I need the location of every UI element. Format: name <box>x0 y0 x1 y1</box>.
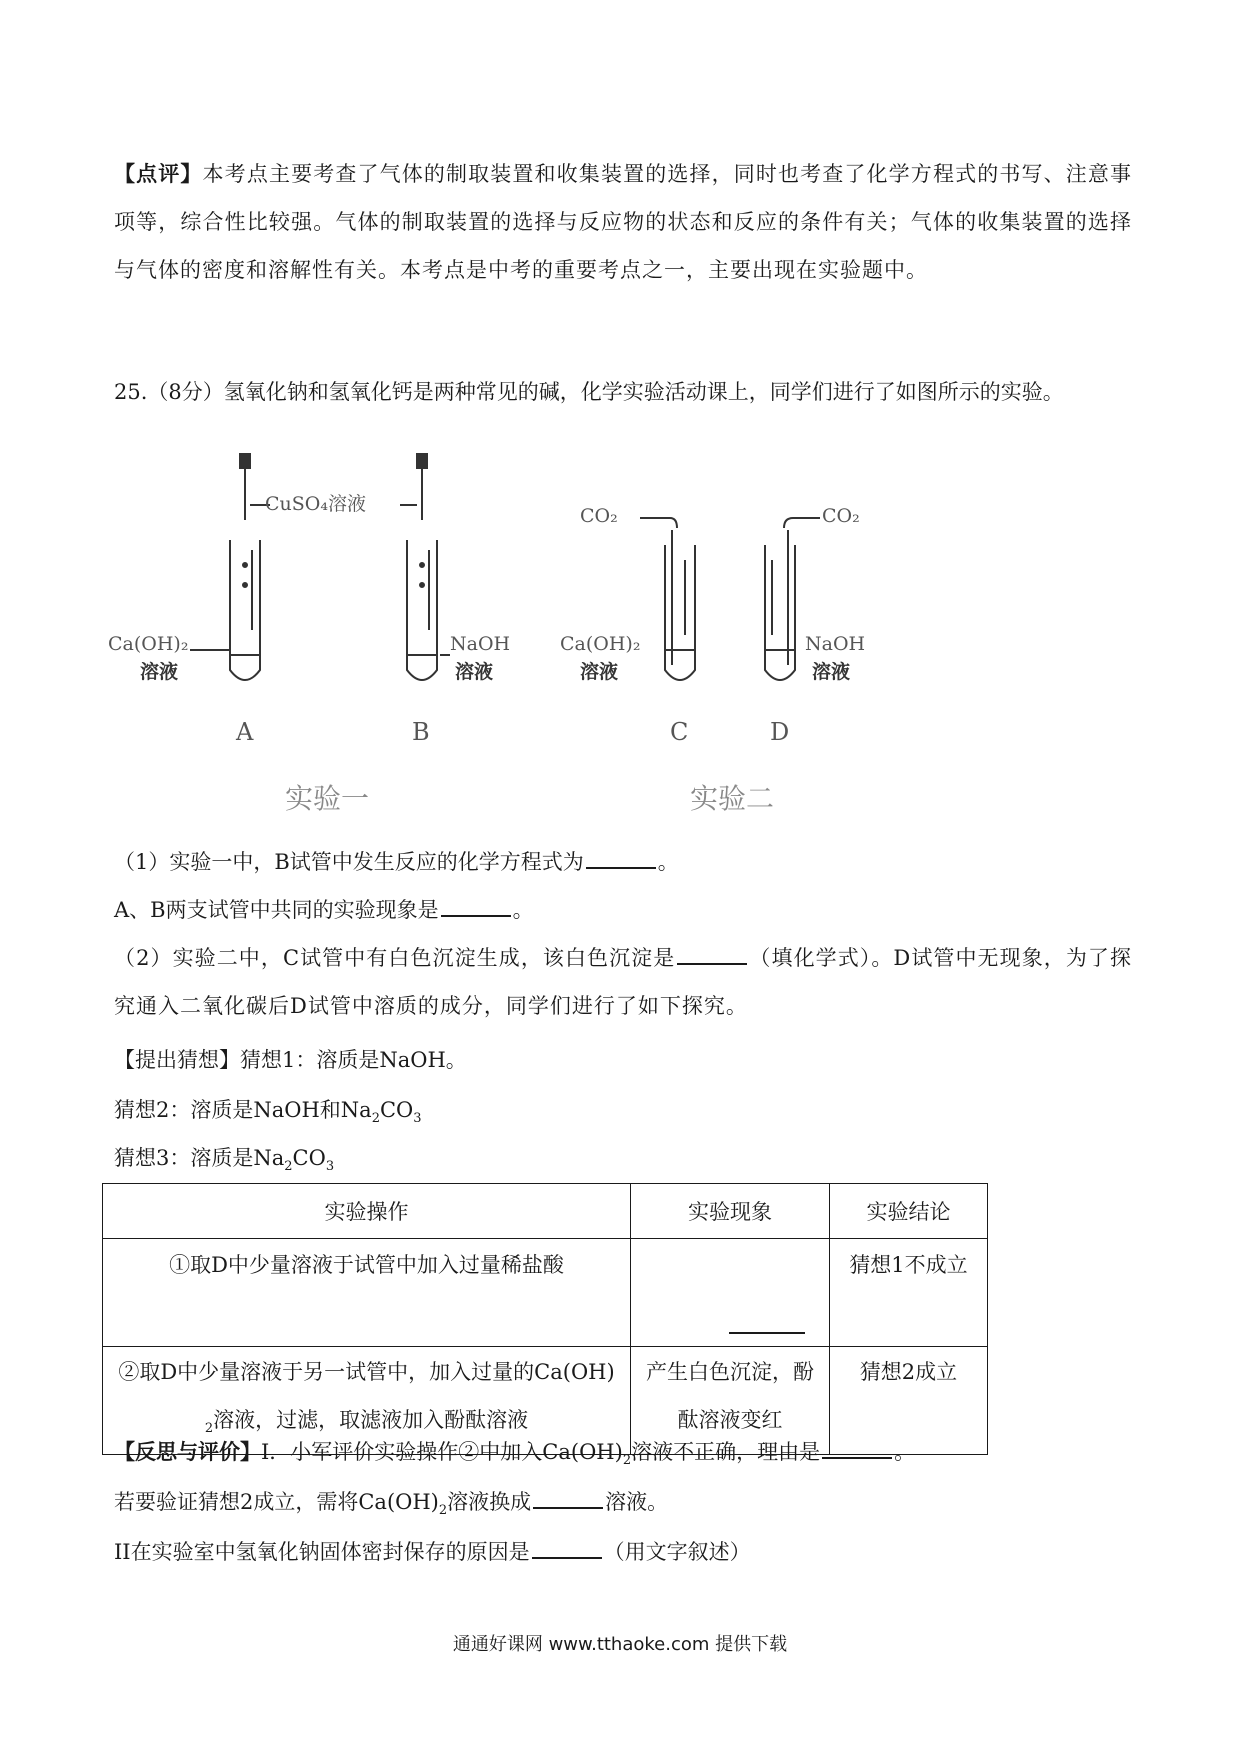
row2-operation-line1: ②取D中少量溶液于另一试管中，加入过量的Ca(OH) <box>118 1360 615 1384</box>
test-tube-d <box>765 518 820 680</box>
guess-1-text: 猜想1：溶质是NaOH。 <box>240 1048 467 1072</box>
reflection-line3-text: II在实验室中氢氧化钠固体密封保存的原因是 <box>114 1540 530 1564</box>
co2-label-d: CO₂ <box>822 505 860 527</box>
table-header-row <box>103 1184 988 1239</box>
q2-paragraph <box>114 934 1132 1030</box>
answer-blank <box>533 1487 603 1509</box>
subscript: 2 <box>284 1159 293 1175</box>
experiment-one-label: 实验一 <box>285 782 370 815</box>
answer-blank <box>532 1537 602 1559</box>
ca-label-c-2: 溶液 <box>580 661 619 683</box>
answer-blank <box>586 847 656 869</box>
reflection-line1-end: 。 <box>894 1440 916 1464</box>
row2-conclusion: 猜想2成立 <box>830 1347 988 1455</box>
reflection-line2-text: 若要验证猜想2成立，需将Ca(OH) <box>114 1490 439 1514</box>
q1-line2-text: A、B两支试管中共同的实验现象是 <box>114 898 439 922</box>
q1-line1 <box>114 838 1134 886</box>
q1-line1-end: 。 <box>657 850 679 874</box>
ca-label-a-2: 溶液 <box>140 661 179 683</box>
reflection-line2 <box>114 1478 1134 1535</box>
row1-phenomenon <box>631 1239 830 1347</box>
subscript: 2 <box>371 1111 380 1127</box>
q2-text-start: （2）实验二中，C试管中有白色沉淀生成，该白色沉淀是 <box>114 946 676 970</box>
q1-line2 <box>114 886 1134 934</box>
reflection-tag: 【反思与评价】 <box>114 1439 261 1464</box>
tube-label-c: C <box>670 718 689 746</box>
test-tube-b <box>407 540 437 680</box>
experiment-two-label: 实验二 <box>690 782 775 815</box>
table-row <box>103 1239 988 1347</box>
answer-blank <box>441 895 511 917</box>
naoh-label-b-1: NaOH <box>450 633 511 655</box>
tube-label-b: B <box>412 718 430 746</box>
question-text: 氢氧化钠和氢氧化钙是两种常见的碱，化学实验活动课上，同学们进行了如图所示的实验。 <box>223 380 1064 404</box>
guess-3-text: 猜想3：溶质是Na <box>114 1146 285 1170</box>
reflection-line2-end: 溶液。 <box>605 1490 669 1514</box>
experiment-figure <box>100 450 920 830</box>
row1-operation: ①取D中少量溶液于试管中加入过量稀盐酸 <box>103 1239 631 1347</box>
subscript: 2 <box>204 1421 214 1437</box>
q2-text-end: （填化学式）。D试管中无现象，为了探究通入二氧化碳后D试管中溶质的成分，同学们进行了如下探究。 <box>114 946 1132 1018</box>
experiment-table <box>102 1183 988 1455</box>
naoh-label-b-2: 溶液 <box>455 661 494 683</box>
subscript: 3 <box>413 1111 422 1127</box>
row2-phenomenon-line1: 产生白色沉淀，酚 <box>646 1360 814 1384</box>
guess-1 <box>114 1036 1134 1084</box>
tube-label-a: A <box>236 718 254 746</box>
q1-line2-end: 。 <box>512 898 534 922</box>
answer-blank <box>822 1437 892 1459</box>
header-operation: 实验操作 <box>103 1184 631 1239</box>
reflection-line1-text: I．小军评价实验操作②中加入Ca(OH) <box>261 1440 623 1464</box>
row2-phenomenon-line2: 酞溶液变红 <box>677 1408 783 1432</box>
subscript: 2 <box>622 1453 632 1469</box>
reflection-line1 <box>114 1428 1134 1485</box>
row2-operation-line2-text: 溶液，过滤，取滤液加入酚酞溶液 <box>213 1408 529 1432</box>
reflection-line1-mid: 溶液不正确，理由是 <box>631 1440 821 1464</box>
naoh-label-d-2: 溶液 <box>812 661 851 683</box>
guess-2-co: CO <box>379 1098 414 1122</box>
dropper-a <box>240 454 250 520</box>
question-score: （8分） <box>147 380 224 404</box>
guesses-tag: 【提出猜想】 <box>114 1048 240 1072</box>
reflection-line3 <box>114 1528 1134 1576</box>
naoh-label-d-1: NaOH <box>805 633 866 655</box>
comment-paragraph <box>114 150 1132 294</box>
co2-label-c: CO₂ <box>580 505 618 527</box>
answer-blank <box>677 943 747 965</box>
subscript: 3 <box>325 1159 335 1175</box>
comment-tag: 【点评】 <box>114 161 203 186</box>
ca-label-a-1: Ca(OH)₂ <box>108 633 189 655</box>
reflection-line2-mid: 溶液换成 <box>447 1490 532 1514</box>
reflection-line3-end: （用文字叙述） <box>603 1540 751 1564</box>
dropper-b <box>417 454 427 520</box>
question-stem <box>114 368 1134 416</box>
dropper-label: CuSO₄溶液 <box>265 493 366 515</box>
row1-conclusion: 猜想1不成立 <box>830 1239 988 1347</box>
test-tube-c <box>640 518 695 680</box>
q1-line1-text: （1）实验一中，B试管中发生反应的化学方程式为 <box>114 850 584 874</box>
header-conclusion: 实验结论 <box>830 1184 988 1239</box>
header-phenomenon: 实验现象 <box>631 1184 830 1239</box>
guess-2-text: 猜想2：溶质是NaOH和Na <box>114 1098 372 1122</box>
question-number: 25. <box>114 380 148 404</box>
guess-3-co: CO <box>292 1146 326 1170</box>
test-tube-a <box>230 540 260 680</box>
ca-label-c-1: Ca(OH)₂ <box>560 633 641 655</box>
tube-label-d: D <box>770 718 790 746</box>
answer-blank <box>729 1332 805 1334</box>
subscript: 2 <box>438 1503 448 1519</box>
page-footer: 通通好课网 www.tthaoke.com 提供下载 <box>452 1634 788 1655</box>
comment-text: 本考点主要考查了气体的制取装置和收集装置的选择，同时也考查了化学方程式的书写、注意事项等，综合性比较强。气体的制取装置的选择与反应物的状态和反应的条件有关；气体的收集装置的选择与气体的密度和溶解性有关。本考点是中考的重要考点之一，主要出现在实验题中。 <box>114 162 1133 282</box>
